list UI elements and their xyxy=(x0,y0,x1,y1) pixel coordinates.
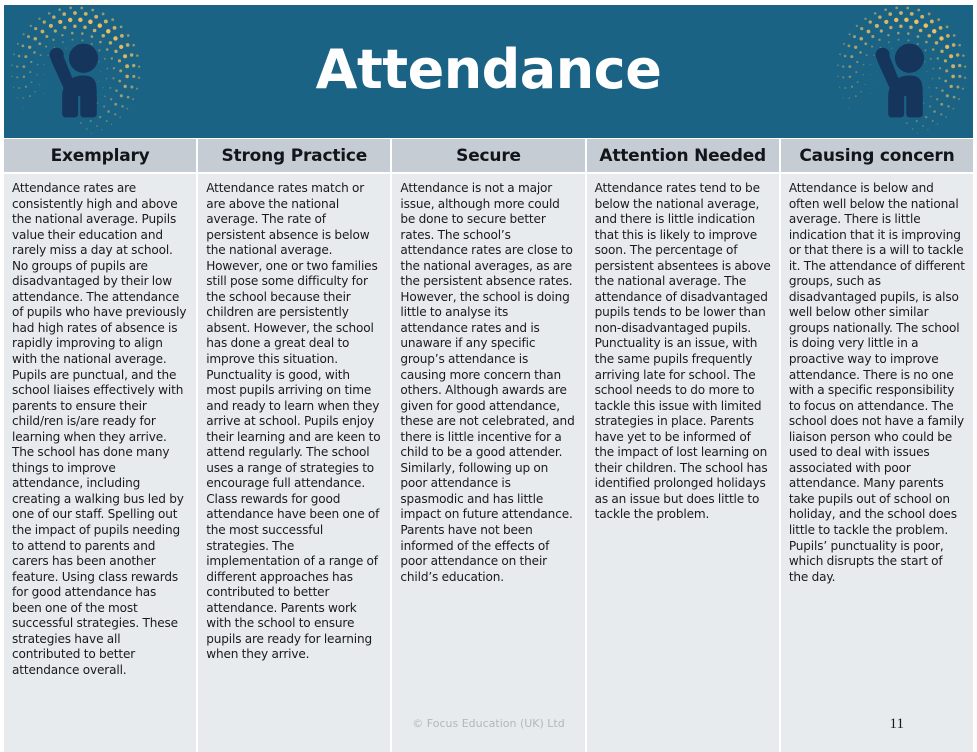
page-title: Attendance xyxy=(315,37,662,101)
page-number: 11 xyxy=(889,716,904,732)
slide-banner xyxy=(4,5,973,138)
column-body-causing-concern xyxy=(781,174,973,752)
column-body-attention-needed xyxy=(587,174,779,752)
column-body-text: Attendance rates match or are above the national average. The rate of persistent absence is below the national average. However, one or two families still pose some difficulty for the school because their children are persistently absent. However, the school has done a great deal to improve this situation. Punctuality is good, with most pupils arriving on time and ready to learn when they arrive at school. Pupils enjoy their learning and are keen to attend regularly. The school uses a range of strategies to encourage full attendance. Class rewards for good attendance have been one of the most successful strategies. The implementation of a range of different approaches has contributed to better attendance. Parents work with the school to ensure pupils are ready for learning when they arrive. xyxy=(206,181,381,662)
criteria-table xyxy=(4,139,973,752)
column-header-exemplary xyxy=(4,139,196,174)
column-header-label: Causing concern xyxy=(799,145,955,166)
column-header-label: Secure xyxy=(456,145,521,166)
column-body-text: Attendance is not a major issue, although more could be done to secure better rates. The school’s attendance rates are close to the national averages, as are the persistent absence rates. However, the school is doing little to analyse its attendance rates and is unaware if any specific group’s attendance is causing more concern than others. Although awards are given for good attendance, these are not celebrated, and there is little incentive for a child to be a good attender. Similarly, following up on poor attendance is spasmodic and has little impact on future attendance. Parents have not been informed of the effects of poor attendance on their child’s education. xyxy=(400,181,575,584)
copyright-notice: © Focus Education (UK) Ltd xyxy=(412,717,565,730)
column-header-label: Exemplary xyxy=(50,145,150,166)
column-attention-needed xyxy=(587,139,781,752)
column-body-text: Attendance rates are consistently high and above the national average. Pupils value their education and rarely miss a day at school. No groups of pupils are disadvantaged by their low attendance. The attendance of pupils who have previously had high rates of absence is rapidly improving to align with the national average. Pupils are punctual, and the school liaises effectively with parents to ensure their child/ren is/are ready for learning when they arrive. The school has done many things to improve attendance, including creating a walking bus led by one of our staff. Spelling out the impact of pupils needing to attend to parents and carers has been another feature. Using class rewards for good attendance has been one of the most successful strategies. These strategies have all contributed to better attendance overall. xyxy=(12,181,187,677)
column-body-text: Attendance rates tend to be below the national average, and there is little indication that this is likely to improve soon. The percentage of persistent absentees is above the national average. The attendance of disadvantaged pupils tends to be lower than non-disadvantaged pupils. Punctuality is an issue, with the same pupils frequently arriving late for school. The school needs to do more to tackle this issue with limited strategies in place. Parents have yet to be informed of the impact of lost learning on their children. The school has identified prolonged holidays as an issue but does little to tackle the problem. xyxy=(594,181,771,522)
column-header-secure xyxy=(392,139,584,174)
pupil-raising-hand-icon-right xyxy=(833,5,970,138)
column-header-strong-practice xyxy=(198,139,390,174)
column-body-secure xyxy=(392,174,584,752)
column-body-strong-practice xyxy=(198,174,390,752)
column-body-exemplary xyxy=(4,174,196,752)
column-secure xyxy=(392,139,586,752)
column-header-label: Strong Practice xyxy=(221,145,368,166)
column-strong-practice xyxy=(198,139,392,752)
column-causing-concern xyxy=(781,139,973,752)
column-exemplary xyxy=(4,139,198,752)
column-header-attention-needed xyxy=(587,139,779,174)
pupil-raising-hand-icon-left xyxy=(7,5,144,138)
column-body-text: Attendance is below and often well below the national average. There is little indication that it is improving or that there is a will to tackle it. The attendance of different groups, such as disadvantaged pupils, is also well below other similar groups nationally. The school is doing very little in a proactive way to improve attendance. There is no one with a specific responsibility to focus on attendance. The school does not have a family liaison person who could be used to deal with issues associated with poor attendance. Many parents take pupils out of school on holiday, and the school does little to tackle the problem. Pupils’ punctuality is poor, which disrupts the start of the day. xyxy=(788,181,965,584)
column-header-causing-concern xyxy=(781,139,973,174)
column-header-label: Attention Needed xyxy=(599,145,767,166)
